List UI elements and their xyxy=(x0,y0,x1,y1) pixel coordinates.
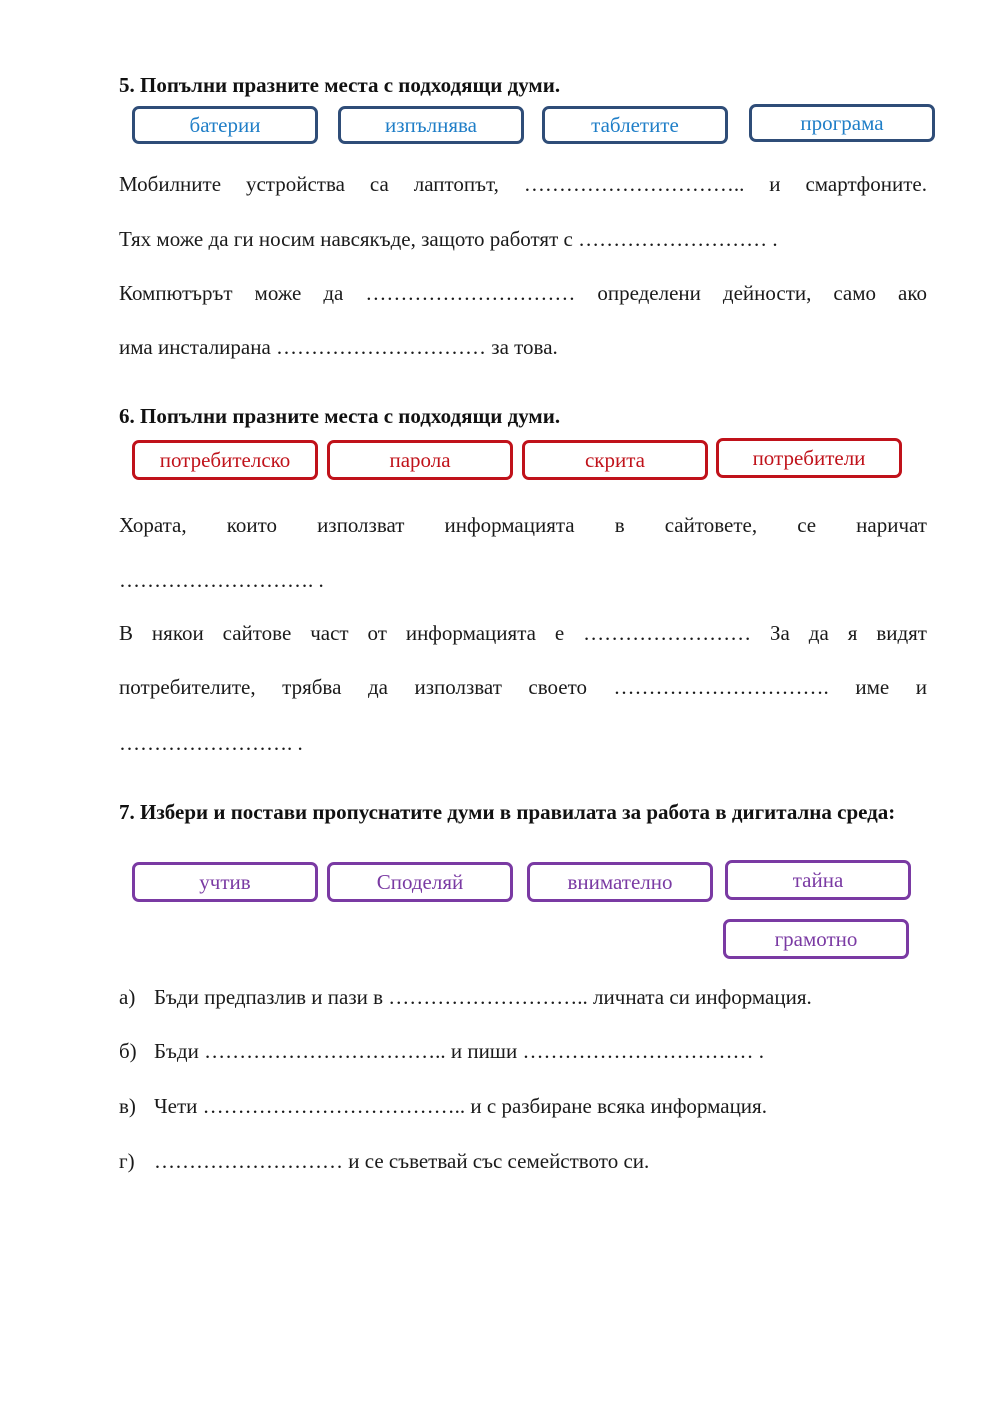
section-6-heading: 6. Попълни празните места с подходящи думи. xyxy=(119,404,561,428)
item-text-c: Чети ……………………………….. и с разбиране всяка информация. xyxy=(154,1094,767,1118)
section-6-line-3: В някои сайтове част от информацията е …………………… За да я видят xyxy=(119,621,927,645)
section-5-line-3: Компютърът може да ………………………… определени дейности, само ако xyxy=(119,281,927,305)
section-6-line-2: ………………………. . xyxy=(119,568,324,592)
word-chip-users[interactable]: потребители xyxy=(716,438,902,478)
word-chip-carefully[interactable]: внимателно xyxy=(527,862,713,902)
list-item xyxy=(119,984,812,1010)
word-chip-program[interactable]: програма xyxy=(749,104,935,142)
word-chip-batteries[interactable]: батерии xyxy=(132,106,318,144)
item-label-a: а) xyxy=(119,985,136,1009)
word-chip-executes[interactable]: изпълнява xyxy=(338,106,524,144)
list-item xyxy=(119,1093,767,1119)
word-chip-secret[interactable]: тайна xyxy=(725,860,911,900)
section-6-line-5: ……………………. . xyxy=(119,731,303,755)
word-chip-user-adj[interactable]: потребителско xyxy=(132,440,318,480)
item-label-c: в) xyxy=(119,1094,136,1118)
section-5-heading: 5. Попълни празните места с подходящи думи. xyxy=(119,73,561,97)
section-6-line-1: Хората, които използват информацията в сайтовете, се наричат xyxy=(119,513,927,537)
word-chip-hidden[interactable]: скрита xyxy=(522,440,708,480)
item-text-a: Бъди предпазлив и пази в ……………………….. личната си информация. xyxy=(154,985,812,1009)
word-chip-tablets[interactable]: таблетите xyxy=(542,106,728,144)
word-chip-share[interactable]: Споделяй xyxy=(327,862,513,902)
word-chip-polite[interactable]: учтив xyxy=(132,862,318,902)
item-text-d: ……………………… и се съветвай със семейството си. xyxy=(154,1149,650,1173)
section-6-line-4: потребителите, трябва да използват своето …………………………. име и xyxy=(119,675,927,699)
item-label-d: г) xyxy=(119,1149,135,1173)
list-item xyxy=(119,1148,649,1174)
item-label-b: б) xyxy=(119,1039,137,1063)
list-item xyxy=(119,1038,764,1064)
word-chip-literate[interactable]: грамотно xyxy=(723,919,909,959)
item-text-b: Бъди …………………………….. и пиши …………………………… . xyxy=(154,1039,764,1063)
section-7-heading: 7. Избери и постави пропуснатите думи в правилата за работа в дигитална среда: xyxy=(119,800,896,824)
section-5-line-2: Тях може да ги носим навсякъде, защото работят с ……………………… . xyxy=(119,227,778,251)
section-5-line-4: има инсталирана ………………………… за това. xyxy=(119,335,558,359)
section-5-line-1: Мобилните устройства са лаптопът, ………………………….. и смартфоните. xyxy=(119,172,927,196)
word-chip-password[interactable]: парола xyxy=(327,440,513,480)
